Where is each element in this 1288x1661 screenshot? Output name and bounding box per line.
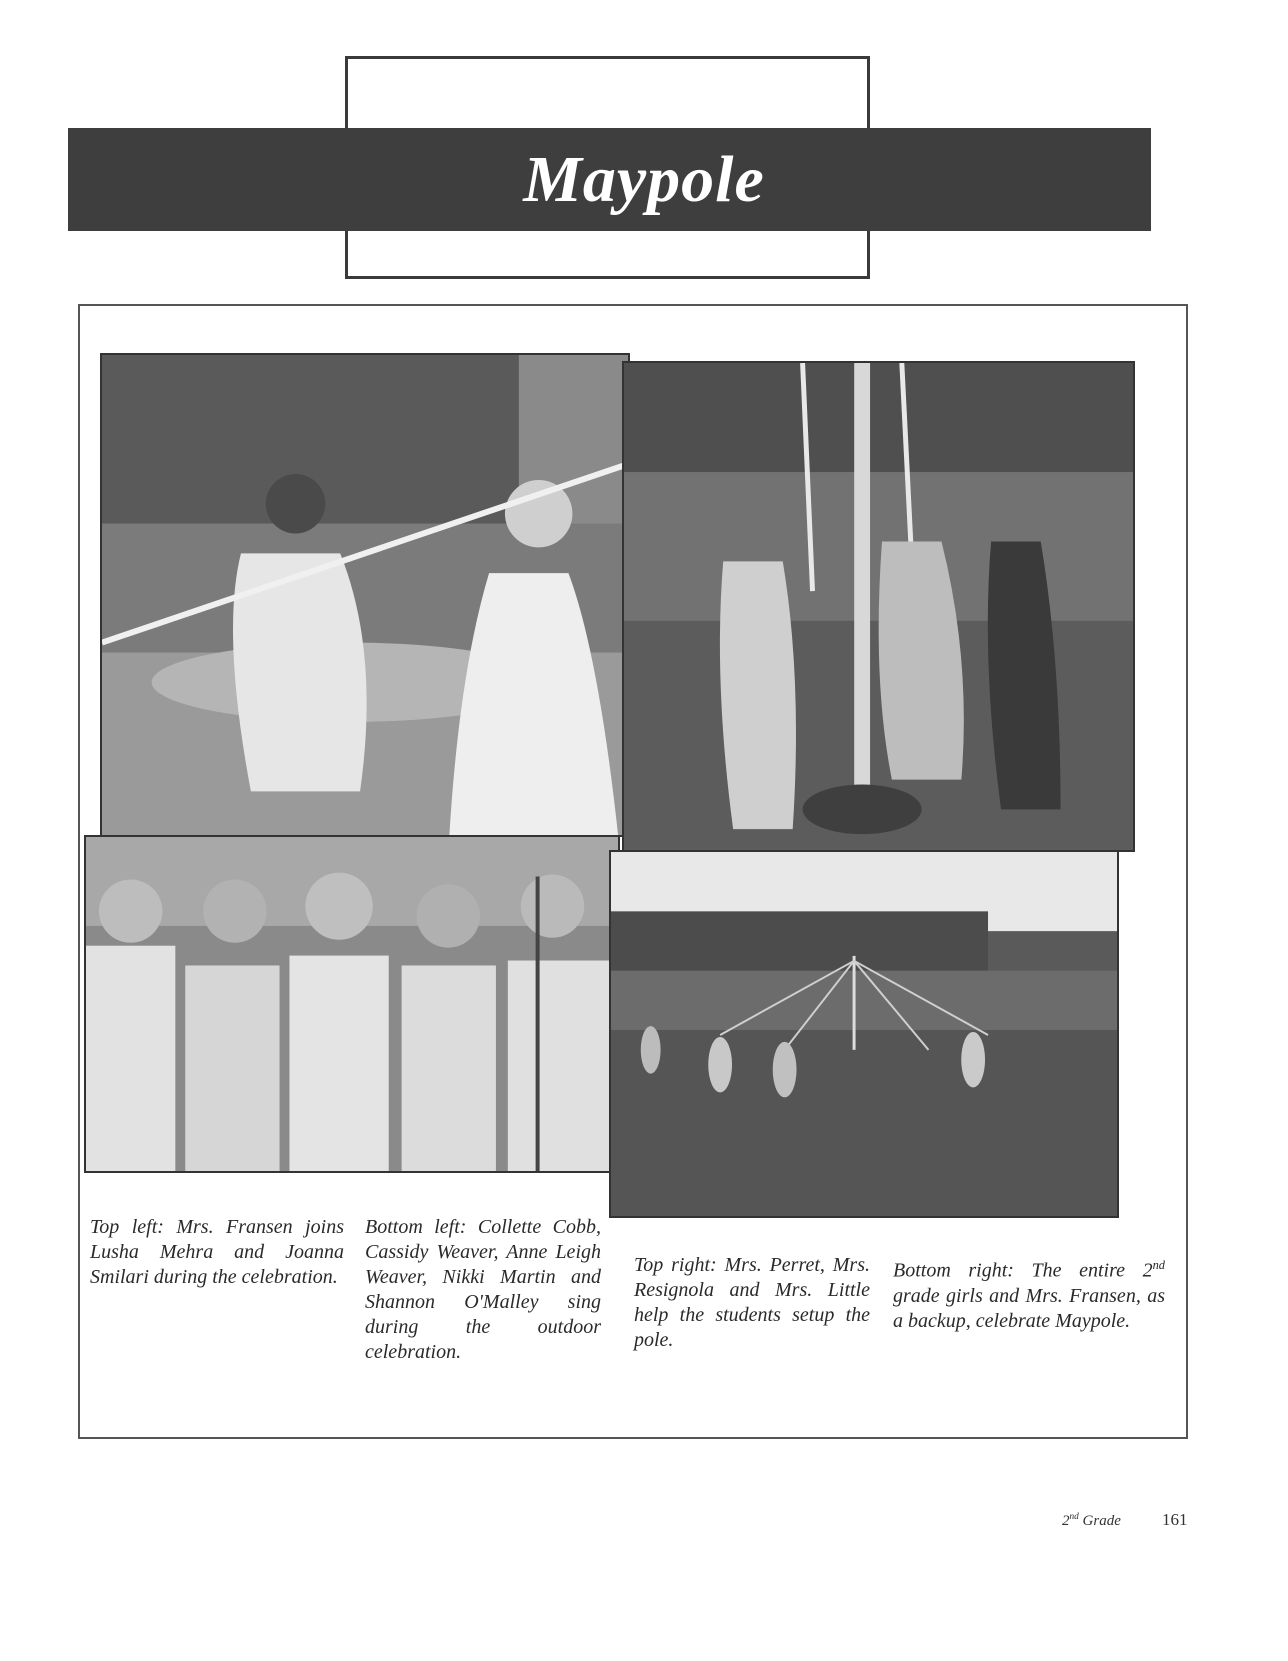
footer-grade-num: 2 — [1062, 1513, 1070, 1529]
photo-top-left — [100, 353, 630, 837]
photo-top-right — [622, 361, 1135, 852]
page-title: Maypole — [523, 143, 765, 216]
caption-bottom-right-post: grade girls and Mrs. Fransen, as a backup, celebrate Maypole. — [893, 1284, 1165, 1332]
caption-top-left: Top left: Mrs. Fransen joins Lusha Mehra and Joanna Smilari during the celebration. — [90, 1216, 344, 1288]
caption-bottom-right-pre: Bottom right: The entire 2 — [893, 1259, 1153, 1282]
caption-bottom-right — [893, 1253, 1165, 1334]
footer-grade — [1062, 1512, 1121, 1530]
footer-grade-sup: nd — [1069, 1512, 1079, 1522]
caption-bottom-left: Bottom left: Collette Cobb, Cassidy Weaver, Anne Leigh Weaver, Nikki Martin and Shannon O'Malley sing during the outdoor celebration. — [365, 1216, 601, 1363]
caption-top-right: Top right: Mrs. Perret, Mrs. Resignola and Mrs. Little help the students setup the pole. — [634, 1254, 870, 1351]
photo-bottom-right — [609, 850, 1119, 1218]
photo-bottom-left — [84, 835, 620, 1173]
footer-grade-word: Grade — [1078, 1513, 1121, 1529]
caption-bottom-right-sup: nd — [1152, 1258, 1165, 1272]
page-number: 161 — [1162, 1510, 1188, 1529]
